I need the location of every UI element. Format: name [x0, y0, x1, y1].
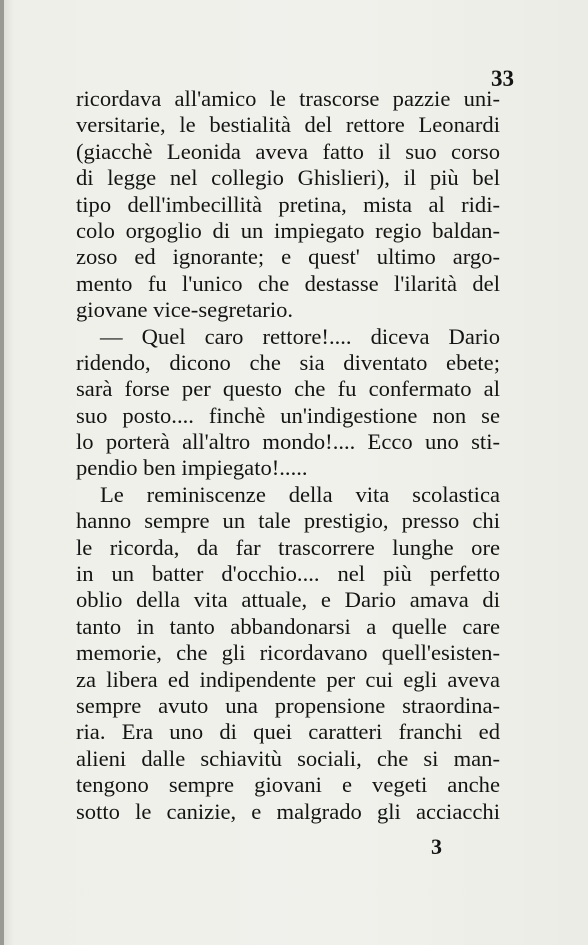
text-line: memorie, che gli ricordavano quell'esisten-	[76, 640, 500, 666]
text-line: le ricorda, da far trascorrere lunghe ore	[76, 534, 500, 560]
body-text	[76, 86, 500, 825]
text-line: zoso ed ignorante; e quest' ultimo argo-	[76, 244, 500, 270]
text-line: tipo dell'imbecillità pretina, mista al ridi-	[76, 191, 500, 217]
text-line: colo orgoglio di un impiegato regio baldan-	[76, 217, 500, 243]
text-line: sarà forse per questo che fu confermato al	[76, 376, 500, 402]
text-line: lo porterà all'altro mondo!.... Ecco uno sti-	[76, 429, 500, 455]
text-line: alieni dalle schiavitù sociali, che si man-	[76, 745, 500, 771]
signature-mark: 3	[431, 834, 442, 859]
page-number: 33	[491, 66, 514, 91]
text-line: hanno sempre un tale prestigio, presso chi	[76, 508, 500, 534]
text-line: za libera ed indipendente per cui egli aveva	[76, 666, 500, 692]
text-line: oblio della vita attuale, e Dario amava di	[76, 587, 500, 613]
text-line: in un batter d'occhio.... nel più perfetto	[76, 561, 500, 587]
text-line: ricordava all'amico le trascorse pazzie uni-	[76, 86, 500, 111]
text-line: di legge nel collegio Ghislieri), il più bel	[76, 165, 500, 191]
text-line: pendio ben impiegato!.....	[76, 455, 308, 481]
text-line: sotto le canizie, e malgrado gli acciacchi	[76, 798, 500, 824]
text-line: (giacchè Leonida aveva fatto il suo corso	[76, 138, 500, 164]
text-line: mento fu l'unico che destasse l'ilarità del	[76, 270, 500, 296]
text-line: Le reminiscenze della vita scolastica	[100, 481, 500, 507]
text-line: tanto in tanto abbandonarsi a quelle care	[76, 613, 500, 639]
text-line: tengono sempre giovani e vegeti anche	[76, 772, 500, 798]
text-line: suo posto.... finchè un'indigestione non se	[76, 402, 500, 428]
text-line: versitarie, le bestialità del rettore Leonardi	[76, 112, 500, 138]
text-line: ria. Era uno di quei caratteri franchi ed	[76, 719, 500, 745]
text-line: giovane vice-segretario.	[76, 297, 294, 323]
page-edge-shadow	[0, 0, 4, 945]
text-line: — Quel caro rettore!.... diceva Dario	[100, 323, 500, 349]
text-line: sempre avuto una propensione straordina-	[76, 692, 500, 718]
text-line: ridendo, dicono che sia diventato ebete;	[76, 349, 500, 375]
